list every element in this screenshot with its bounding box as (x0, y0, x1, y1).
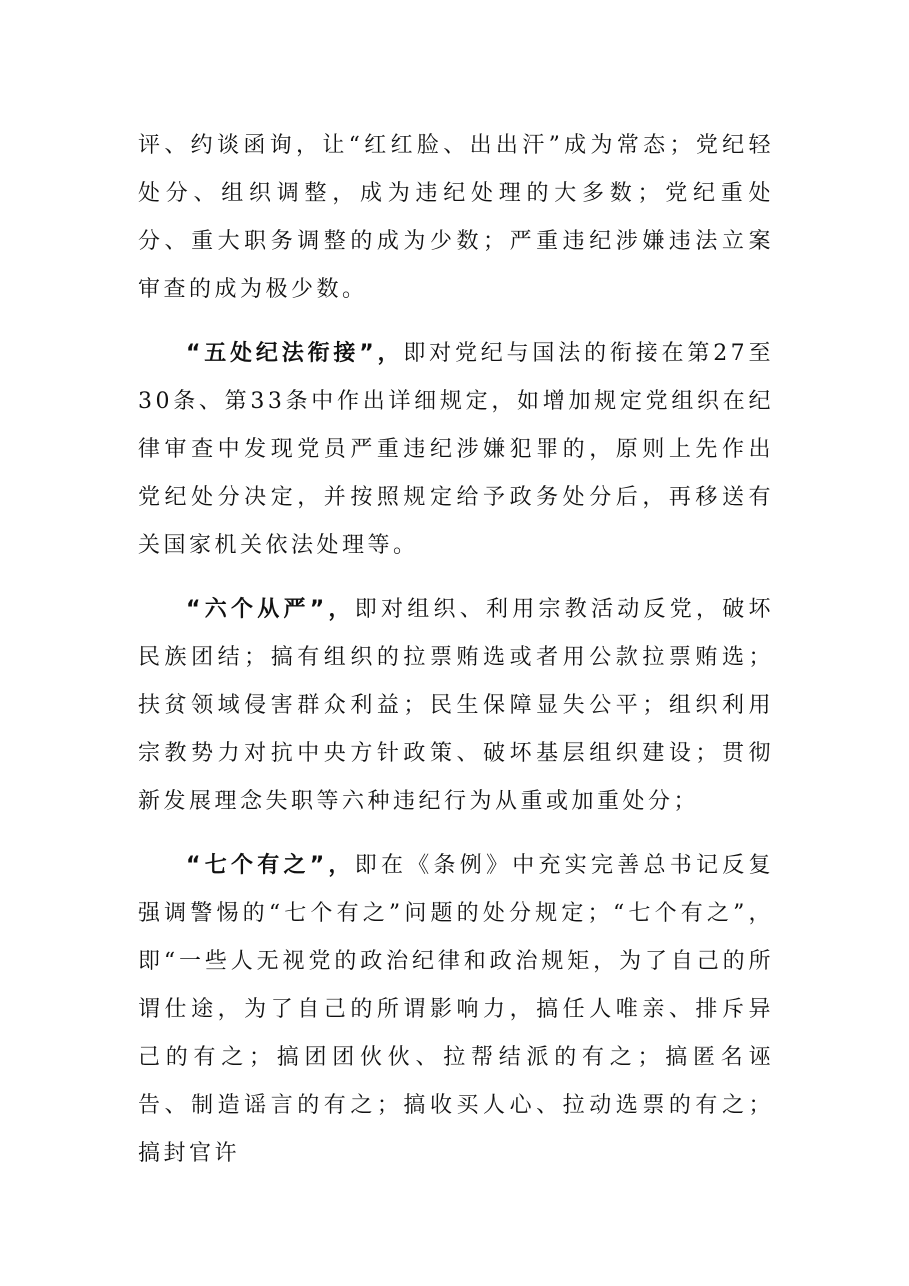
paragraph-2-text: 即对党纪与国法的衔接在第27至30条、第33条中作出详细规定，如增加规定党组织在纪律审查中发现党员严重违纪涉嫌犯罪的，原则上先作出党纪处分决定，并按照规定给予政务处分后，再移送有关国家机关依法处理等。 (138, 341, 775, 558)
paragraph-4 (138, 842, 774, 1178)
paragraph-1-text: 评、约谈函询，让“红红脸、出出汗”成为常态；党纪轻处分、组织调整，成为违纪处理的大多数；党纪重处分、重大职务调整的成为少数；严重违纪涉嫌违法立案审查的成为极少数。 (138, 133, 774, 302)
paragraph-1 (138, 122, 774, 314)
paragraph-2-lead: “五处纪法衔接”， (186, 341, 404, 366)
paragraph-4-text: 即在《条例》中充实完善总书记反复强调警惕的“七个有之”问题的处分规定；“七个有之”，即“一些人无视党的政治纪律和政治规矩，为了自己的所谓仕途，为了自己的所谓影响力，搞任人唯亲、排斥异己的有之；搞团团伙伙、拉帮结派的有之；搞匿名诬告、制造谣言的有之；搞收买人心、拉动选票的有之；搞封官许 (138, 853, 774, 1166)
document-body (138, 122, 774, 1194)
paragraph-3 (138, 586, 774, 826)
paragraph-3-text: 即对组织、利用宗教活动反党，破坏民族团结；搞有组织的拉票贿选或者用公款拉票贿选；扶贫领域侵害群众利益；民生保障显失公平；组织利用宗教势力对抗中央方针政策、破坏基层组织建设；贯彻新发展理念失职等六种违纪行为从重或加重处分； (138, 597, 774, 814)
paragraph-3-lead: “六个从严”， (186, 597, 355, 622)
paragraph-4-lead: “七个有之”， (186, 853, 355, 878)
paragraph-2 (138, 330, 774, 570)
